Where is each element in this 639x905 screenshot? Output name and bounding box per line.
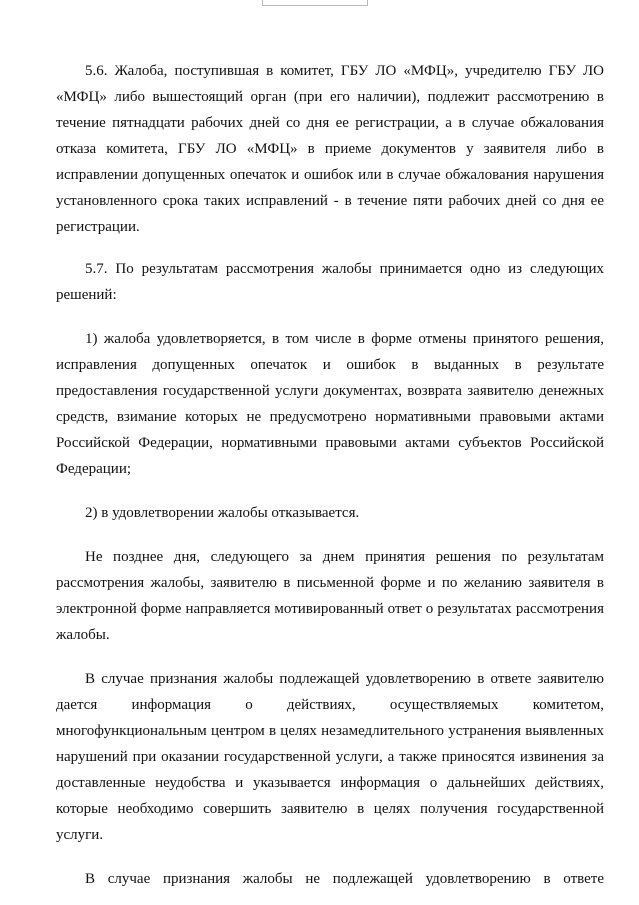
paragraph-decision-1: 1) жалоба удовлетворяется, в том числе в форме отмены принятого решения, исправления допущенных опечаток и ошибок в выданных в результате предоставления государственной услуги документах, возврата заявителю денежных средств, взимание которых не предусмотрено нормативными правовыми актами Российской Федерации, нормативными правовыми актами субъектов Российской Федерации; — [56, 331, 604, 477]
document-body — [56, 58, 604, 892]
paragraph-decision-2: 2) в удовлетворении жалобы отказывается. — [85, 505, 360, 521]
paragraph-satisfied-complaint: В случае признания жалобы подлежащей удовлетворению в ответе заявителю дается информация о действиях, осуществляемых комитетом, многофункциональным центром в целях незамедлительного устранения выявленных нарушений при оказании государственной услуги, а также приносятся извинения за доставленные неудобства и указывается информация о дальнейших действиях, которые необходимо совершить заявителю в целях получения государственной услуги. — [56, 671, 604, 843]
paragraph-5-6: 5.6. Жалоба, поступившая в комитет, ГБУ ЛО «МФЦ», учредителю ГБУ ЛО «МФЦ» либо вышестоящий орган (при его наличии), подлежит рассмотрению в течение пятнадцати рабочих дней со дня ее регистрации, а в случае обжалования отказа комитета, ГБУ ЛО «МФЦ» в приеме документов у заявителя либо в исправлении допущенных опечаток и ошибок или в случае обжалования нарушения установленного срока таких исправлений - в течение пяти рабочих дней со дня ее регистрации. — [56, 63, 604, 235]
page-top-edge-mark — [262, 0, 368, 6]
paragraph-response-deadline: Не позднее дня, следующего за днем принятия решения по результатам рассмотрения жалобы, заявителю в письменной форме и по желанию заявителя в электронной форме направляется мотивированный ответ о результатах рассмотрения жалобы. — [56, 549, 604, 643]
paragraph-5-7: 5.7. По результатам рассмотрения жалобы принимается одно из следующих решений: — [56, 261, 604, 303]
paragraph-unsatisfied-complaint: В случае признания жалобы не подлежащей удовлетворению в ответе — [85, 871, 604, 887]
